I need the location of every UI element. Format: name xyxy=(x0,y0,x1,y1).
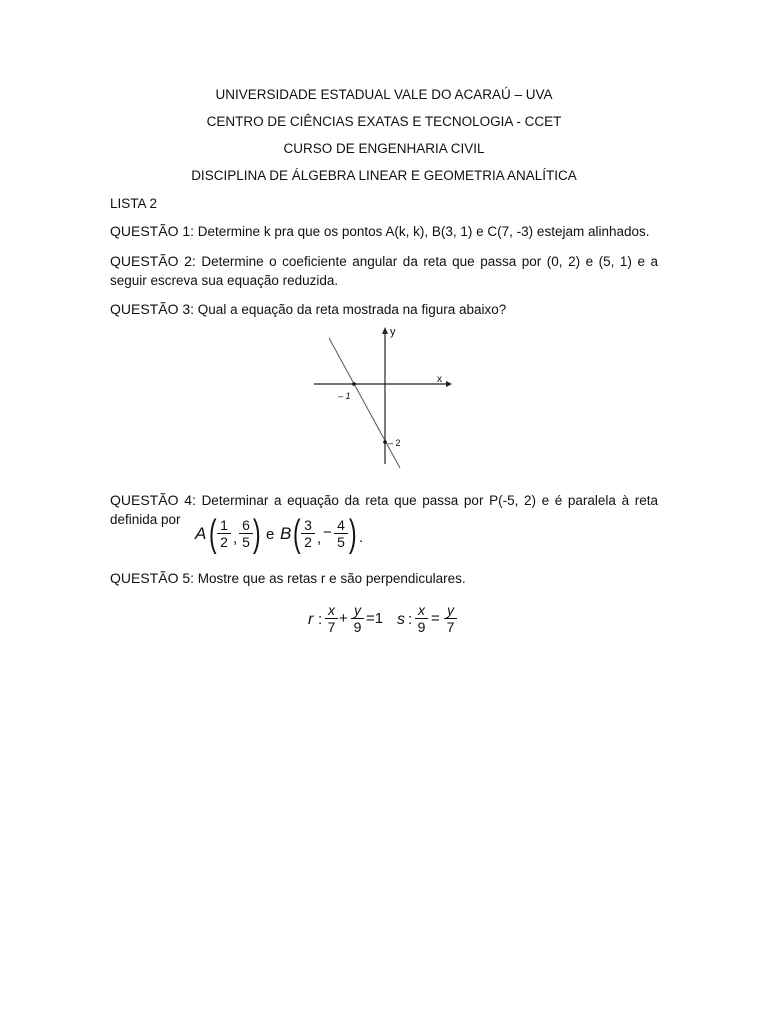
y-intercept-label: – 2 xyxy=(388,438,401,448)
r-fraction-y: $\frac{y}{9}$ xyxy=(351,603,364,635)
x-intercept-point xyxy=(352,382,356,386)
plus-sign: + xyxy=(339,610,348,627)
question-5-text: Mostre que as retas r e são perpendiculares. xyxy=(197,571,466,586)
header-university: UNIVERSIDADE ESTADUAL VALE DO ACARAÚ – UVA xyxy=(215,87,553,102)
header-discipline: DISCIPLINA DE ÁLGEBRA LINEAR E GEOMETRIA ANALÍTICA xyxy=(191,168,577,183)
point-b-letter: B xyxy=(280,524,292,543)
conjunction-e: e xyxy=(266,526,275,543)
question-1-label: QUESTÃO 1: xyxy=(110,223,195,239)
question-2-text-cont: seguir escreva sua equação reduzida. xyxy=(110,273,339,288)
header-center: CENTRO DE CIÊNCIAS EXATAS E TECNOLOGIA - CCET xyxy=(206,114,562,129)
question-2-label: QUESTÃO 2: xyxy=(110,253,196,269)
graph-line xyxy=(329,338,400,468)
list-title: LISTA 2 xyxy=(110,196,158,211)
a-fraction-1: $\frac{1}{2}$ xyxy=(217,518,231,550)
line-graph-figure xyxy=(300,322,460,472)
y-intercept-point xyxy=(383,440,387,444)
s-fraction-y: $\frac{y}{7}$ xyxy=(444,603,457,635)
y-axis-arrow xyxy=(382,327,388,334)
minus-sign: − xyxy=(323,524,332,541)
question-3-label: QUESTÃO 3: xyxy=(110,301,195,317)
x-axis-label: x xyxy=(437,374,442,385)
question-1-text: Determine k pra que os pontos A(k, k), B(3, 1) e C(7, -3) estejam alinhados. xyxy=(197,224,650,239)
question-2-text: Determine o coeficiente angular da reta que passa por (0, 2) e (5, 1) e a xyxy=(201,254,658,269)
document-page: UNIVERSIDADE ESTADUAL VALE DO ACARAÚ – UVA CENTRO DE CIÊNCIAS EXATAS E TECNOLOGIA - CCET CURSO DE ENGENHARIA CIVIL DISCIPLINA DE ÁLGEBRA LINEAR E GEOMETRIA ANALÍTICA LISTA 2 QUESTÃO 1: Determine k pra que os pontos A(k, k), B(3, 1) e C(7, -3) estejam alinhados. QUESTÃO 2: Determine o coeficiente angular da reta que passa por (0, 2) e (5, 1) e a seguir escreva sua equação reduzida. QUESTÃO 3: Qual a equação da reta mostrada na figura abaixo? y x – 1 – 2 QUESTÃO 4: Determinar a equação da reta que passa por P(-5, 2) e é paralela à reta definida por A ( $\frac{1}{2}$ , $\frac{6}{5}$ ) e B ( $\frac{3}{2}$ , − $\frac{4}{5}$ ) . QUESTÃO 5: Mostre que as retas r e são perpendiculares. r : $\frac{x}{7}$ + $\frac{y}{9}$ =1 s : $\frac{x}{9}$ = $\frac{y}{7}$ xyxy=(0,0,768,1024)
question-4-text: Determinar a equação da reta que passa por P(-5, 2) e é paralela à reta xyxy=(201,493,658,508)
a-fraction-2: $\frac{6}{5}$ xyxy=(239,518,253,550)
question-1 xyxy=(110,222,658,241)
equals-sign: = xyxy=(431,610,440,627)
line-r-letter: r xyxy=(308,611,314,628)
question-4-text-cont: definida por xyxy=(110,512,181,527)
header-course: CURSO DE ENGENHARIA CIVIL xyxy=(283,141,485,156)
paren-close: ) xyxy=(253,513,261,555)
point-a-letter: A xyxy=(195,524,207,543)
r-fraction-x: $\frac{x}{7}$ xyxy=(325,603,338,635)
b-fraction-1: $\frac{3}{2}$ xyxy=(301,518,315,550)
x-axis-arrow xyxy=(446,381,452,387)
question-5-label: QUESTÃO 5: xyxy=(110,570,195,586)
line-s-letter: s xyxy=(397,611,405,628)
equals-one: =1 xyxy=(366,610,384,627)
paren-close: ) xyxy=(349,513,357,555)
question-4 xyxy=(110,491,658,510)
question-3 xyxy=(110,300,658,319)
question-2 xyxy=(110,252,658,271)
b-fraction-2: $\frac{4}{5}$ xyxy=(334,518,348,550)
s-fraction-x: $\frac{x}{9}$ xyxy=(415,603,428,635)
paren-open: ( xyxy=(293,513,301,555)
x-intercept-label: – 1 xyxy=(338,391,351,401)
question-5 xyxy=(110,569,658,588)
paren-open: ( xyxy=(209,513,217,555)
question-3-text: Qual a equação da reta mostrada na figura abaixo? xyxy=(197,302,507,317)
question-4-label: QUESTÃO 4: xyxy=(110,492,196,508)
y-axis-label: y xyxy=(390,326,396,338)
